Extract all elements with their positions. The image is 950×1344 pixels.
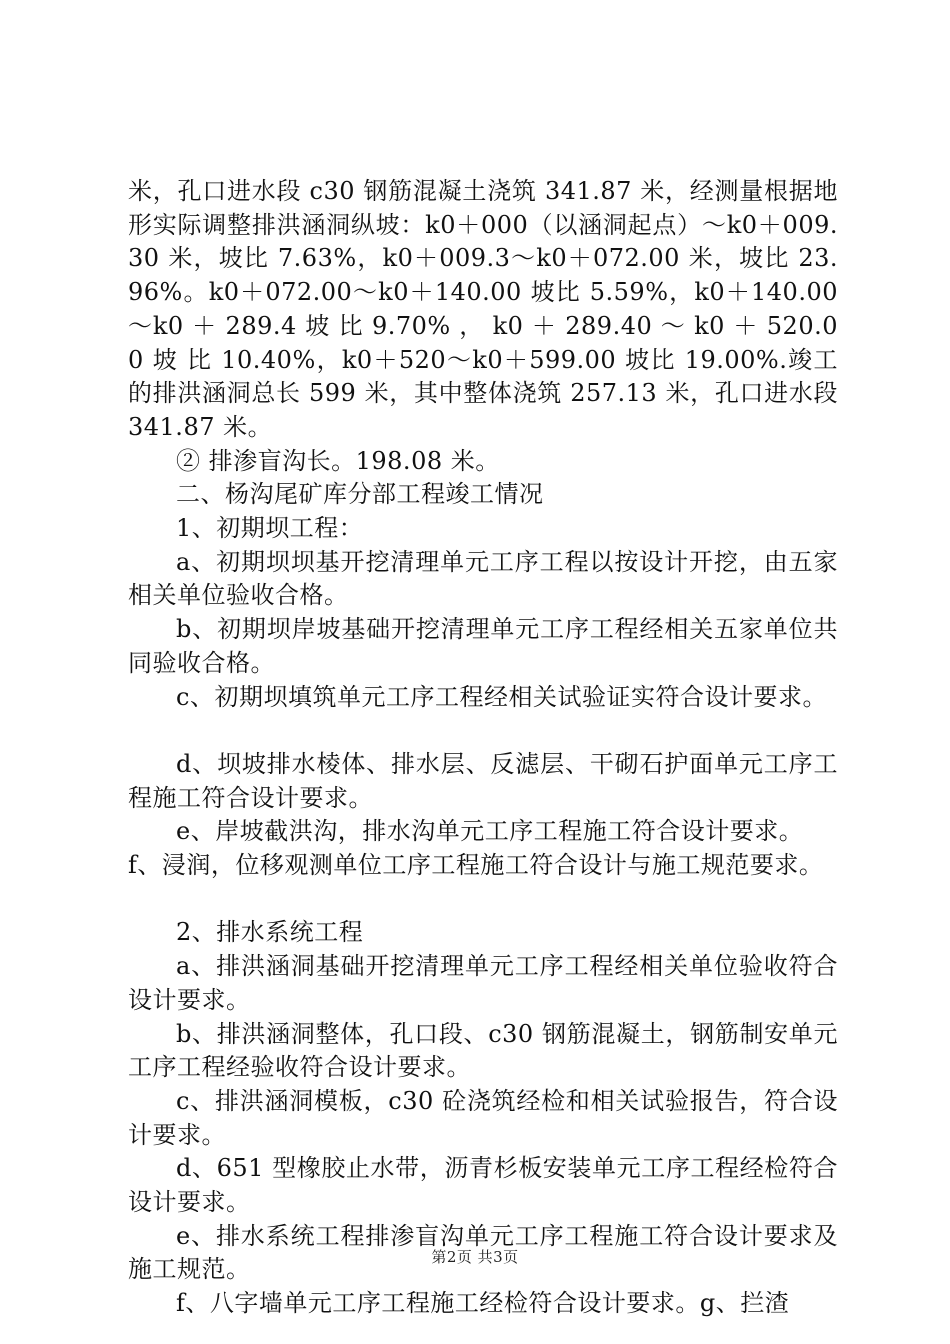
list-item-b: b、排洪涵洞整体，孔口段、c30 钢筋混凝土，钢筋制安单元工序工程经验收符合设计要求。 [128, 1019, 838, 1082]
list-item-f: f、浸润，位移观测单位工序工程施工符合设计与施工规范要求。 [128, 851, 824, 880]
blank-line [128, 714, 838, 748]
list-item-b: b、初期坝岸坡基础开挖清理单元工序工程经相关五家单位共同验收合格。 [128, 615, 838, 677]
list-item-a: a、排洪涵洞基础开挖清理单元工序工程经相关单位验收符合设计要求。 [128, 952, 838, 1014]
list-item-d: d、651 型橡胶止水带，沥青杉板安装单元工序工程经检符合设计要求。 [128, 1154, 838, 1217]
document-body [128, 175, 838, 1321]
blank-line [128, 883, 838, 917]
paragraph-culvert-summary: 米，孔口进水段 c30 钢筋混凝土浇筑 341.87 米，经测量根据地形实际调整排洪涵洞纵坡：k0＋000（以涵洞起点）～k0＋009.30 米，坡比 7.63%，k0＋009.3～k0＋072.00 米，坡比 23.96%。k0＋072.00～k0＋140.00 坡比 5.59%，k0＋140.00～k0 ＋ 289.4 坡 比 9.70% ， k0 ＋ 289.40 ～ k0 ＋ 520.00 坡 比 10.40%，k0＋520～k0＋599.00 坡比 19.00%.竣工的排洪涵洞总长 599 米，其中整体浇筑 257.13 米，孔口进水段 341.87 米。 [128, 177, 838, 441]
list-item-f: f、八字墙单元工序工程施工经检符合设计要求。g、拦渣 [176, 1289, 790, 1318]
list-item-c: c、初期坝填筑单元工序工程经相关试验证实符合设计要求。 [176, 682, 827, 711]
list-item-e: e、岸坡截洪沟，排水沟单元工序工程施工符合设计要求。 [176, 817, 804, 846]
subsection-heading-drainage: 2、排水系统工程 [176, 918, 364, 947]
list-item-a: a、初期坝坝基开挖清理单元工序工程以按设计开挖，由五家相关单位验收合格。 [128, 547, 838, 610]
list-item-e: e、排水系统工程排渗盲沟单元工序工程施工符合设计要求及施工规范。 [128, 1221, 838, 1284]
page-footer: 第2页 共3页 [431, 1248, 519, 1266]
subsection-heading-initial-dam: 1、初期坝工程： [176, 514, 364, 543]
list-item-d: d、坝坡排水棱体、排水层、反滤层、干砌石护面单元工序工程施工符合设计要求。 [128, 749, 838, 812]
list-item-c: c、排洪涵洞模板，c30 砼浇筑经检和相关试验报告，符合设计要求。 [128, 1086, 838, 1149]
paragraph-seepage-ditch: ② 排渗盲沟长。198.08 米。 [176, 446, 500, 475]
section-heading-completion: 二、杨沟尾矿库分部工程竣工情况 [176, 480, 544, 509]
